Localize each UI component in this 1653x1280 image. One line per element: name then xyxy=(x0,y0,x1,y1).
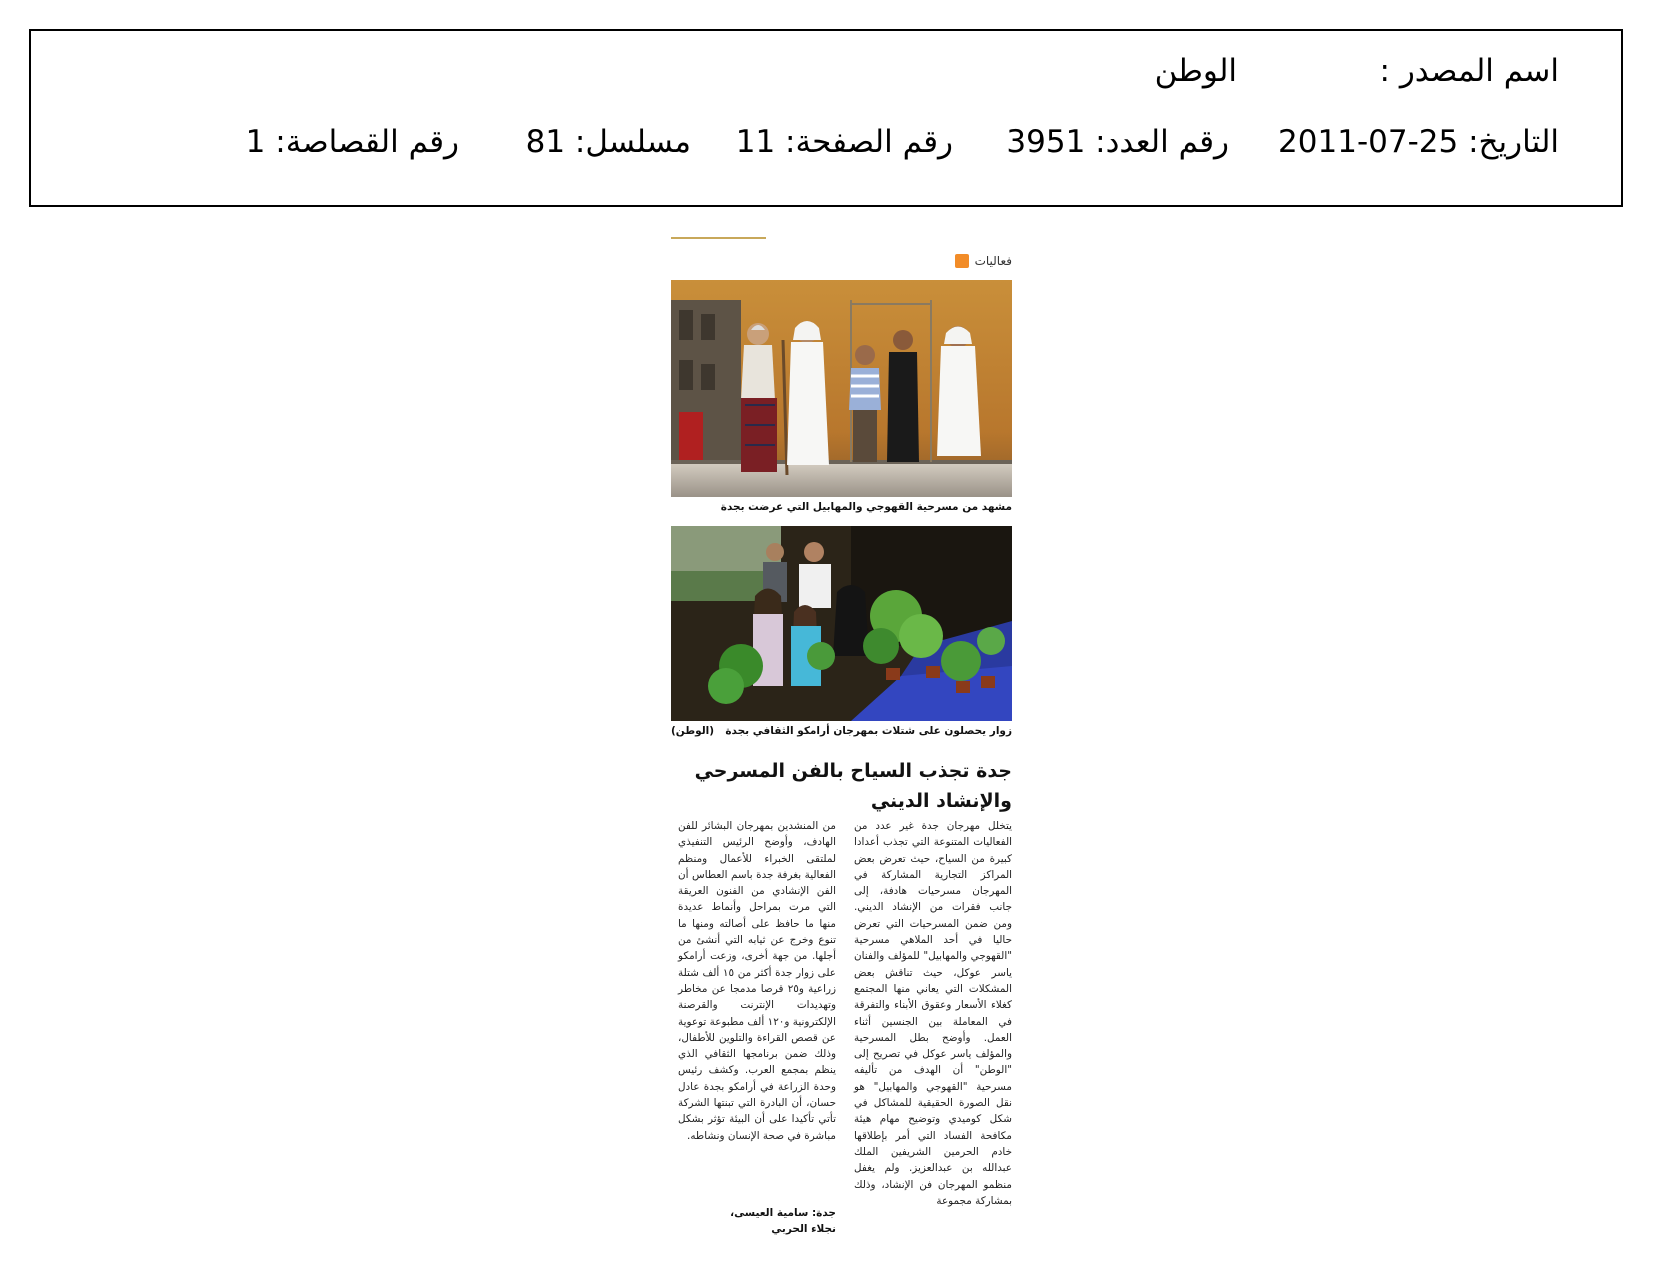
photo2-credit: (الوطن) xyxy=(671,725,715,737)
photo1-caption: مشهد من مسرحية القهوجي والمهابيل التي عرضت بجدة xyxy=(720,501,1012,513)
theatre-photo xyxy=(671,280,1012,497)
newspaper-clipping xyxy=(671,237,1012,1262)
article-column-left: من المنشدين بمهرجان البشائر للفن الهادف، وأوضح الرئيس التنفيذي لملتقى الخبراء للأعمال ومنظم الفعالية بغرفة جدة باسم العطاس أن الفن الإنشادي من الفنون العريقة التي مرت بمراحل وأنماط عديدة منها ما حافظ على أصالته ومنها ما تنوع وخرج عن ثيابه التي أنشئ من أجلها. من جهة أخرى، وزعت أرامكو على زوار جدة أكثر من ١٥ ألف شتلة زراعية و٢٥ قرصا مدمجا عن مخاطر وتهديدات الإنترنت والقرصنة الإلكترونية و١٢٠ ألف مطبوعة توعوية عن قصص القراءة والتلوين للأطفال، وذلك ضمن برنامجها الثقافي الذي ينظم بمجمع العرب. وكشف رئيس وحدة الزراعة في أرامكو بجدة عادل حسان، أن البادرة التي تبنتها الشركة تأتي تأكيدا على أن البيئة تؤثر بشكل مباشرة في صحة الإنسان ونشاطه. xyxy=(678,820,836,1142)
article-byline xyxy=(730,1205,836,1237)
article-headline xyxy=(671,756,1012,816)
seedlings-scene-image xyxy=(671,526,1012,721)
section-square-icon xyxy=(955,254,969,268)
section-tag xyxy=(955,254,1012,268)
headline-line-2: والإنشاد الديني xyxy=(870,790,1012,812)
photo2-caption: زوار يحصلون على شتلات بمهرجان أرامكو الثقافي بجدة xyxy=(725,725,1012,737)
issue-number-field: رقم العدد: 3951 xyxy=(1006,124,1229,160)
serial-field: مسلسل: 81 xyxy=(525,124,691,160)
byline-line-2: نجلاء الحربي xyxy=(771,1223,836,1235)
byline-line-1: جدة: سامية العيسى، xyxy=(730,1207,836,1219)
seedlings-photo xyxy=(671,526,1012,721)
date-field: التاريخ: 25-07-2011 xyxy=(1278,124,1559,160)
page-number-field: رقم الصفحة: 11 xyxy=(735,124,953,160)
clip-number-field: رقم القصاصة: 1 xyxy=(245,124,459,160)
headline-line-1: جدة تجذب السياح بالفن المسرحي xyxy=(694,760,1012,782)
article-column-right: يتخلل مهرجان جدة غير عدد من الفعاليات المتنوعة التي تجذب أعدادا كبيرة من السياح، حيث تعرض بعض المراكز التجارية المشاركة في المهرجان مسرحيات هادفة، إلى جانب فقرات من الإنشاد الديني. ومن ضمن المسرحيات التي تعرض حاليا في أحد الملاهي مسرحية "القهوجي والمهابيل" للمؤلف والفنان ياسر عوكل، حيث تناقش بعض المشكلات التي يعاني منها المجتمع كغلاء الأسعار وعقوق الأبناء والتفرقة في المعاملة بين الجنسين أثناء العمل. وأوضح بطل المسرحية والمؤلف ياسر عوكل في تصريح إلى "الوطن" أن الهدف من تأليفه مسرحية "القهوجي والمهابيل" هو نقل الصورة الحقيقية للمشاكل في شكل كوميدي وتوضيح مهام هيئة مكافحة الفساد التي أمر بإطلاقها خادم الحرمين الشريفين الملك عبدالله بن عبدالعزيز. ولم يغفل منظمو المهرجان فن الإنشاد، وذلك بمشاركة مجموعة xyxy=(854,820,1012,1207)
clipping-info-header xyxy=(29,29,1623,207)
theatre-scene-image xyxy=(671,280,1012,497)
section-label: فعاليات xyxy=(974,254,1012,268)
source-value: الوطن xyxy=(1154,53,1237,89)
source-label: اسم المصدر : xyxy=(1379,53,1559,89)
top-rule xyxy=(671,237,766,239)
